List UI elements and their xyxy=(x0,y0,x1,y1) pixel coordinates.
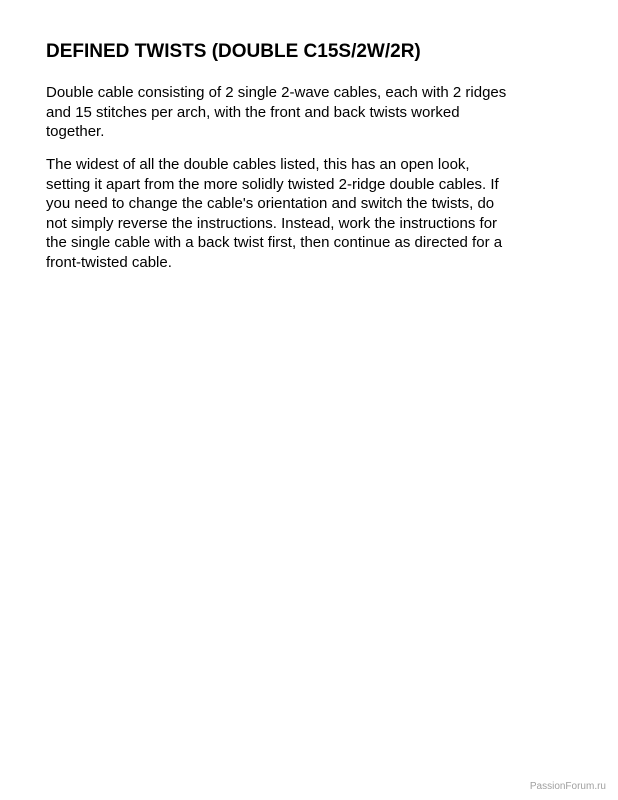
watermark: PassionForum.ru xyxy=(529,781,606,792)
page-title: DEFINED TWISTS (DOUBLE C15S/2W/2R) xyxy=(46,41,421,62)
paragraph-line: not simply reverse the instructions. Instead, work the instructions for xyxy=(46,214,498,232)
description-paragraph xyxy=(46,83,586,142)
paragraph-line: and 15 stitches per arch, with the front and back twists worked xyxy=(46,103,460,121)
paragraph-line: The widest of all the double cables listed, this has an open look, xyxy=(46,156,470,173)
paragraph-line: front-twisted cable. xyxy=(46,253,172,271)
paragraph-line: you need to change the cable's orientation and switch the twists, do xyxy=(46,195,495,212)
paragraph-line: the single cable with a back twist first, then continue as directed for a xyxy=(46,234,503,251)
paragraph-line: Double cable consisting of 2 single 2-wave cables, each with 2 ridges xyxy=(46,84,507,101)
notes-paragraph xyxy=(46,155,586,272)
paragraph-line: setting it apart from the more solidly twisted 2-ridge double cables. If xyxy=(46,175,499,193)
paragraph-line: together. xyxy=(46,123,105,140)
